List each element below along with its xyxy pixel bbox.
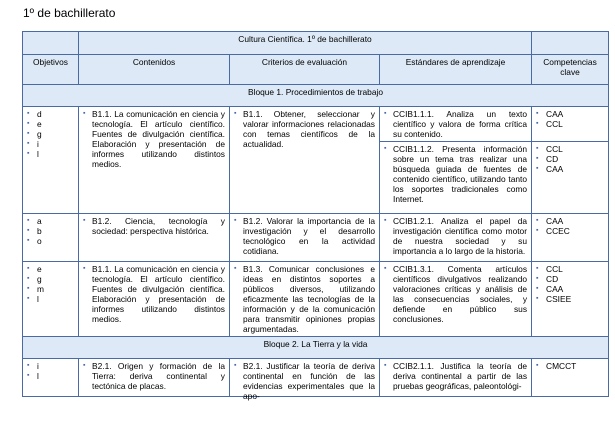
objetivos-cell	[23, 262, 79, 337]
competencia-item: ▪ CAA	[536, 109, 604, 119]
criterio-cell	[230, 262, 380, 337]
competencia-item: ▪ CMCCT	[536, 361, 604, 371]
competencias-cell	[532, 262, 609, 337]
estandar-text: ▪ CCIB1.1.2. Presenta información sobre un tema tras realizar una búsqueda guiada de fuentes de contenido científico, utilizando tanto los soportes tradicionales como Internet.	[384, 144, 527, 204]
estandar-cell	[380, 214, 532, 262]
block-row	[23, 337, 609, 359]
contenido-cell	[79, 214, 230, 262]
competencia-item: ▪ CCL	[536, 144, 604, 154]
competencia-item: ▪ CAA	[536, 284, 604, 294]
block-row	[23, 85, 609, 107]
objetivos-cell	[23, 107, 79, 214]
estandar-cell	[380, 107, 532, 142]
table-row	[23, 107, 609, 142]
objetivo-item: ▪ l	[27, 294, 74, 304]
contenido-text: ▪ B1.2. Ciencia, tecnología y sociedad: perspectiva histórica.	[83, 216, 225, 236]
criterio-cell	[230, 107, 380, 214]
estandar-text: ▪ CCIB1.2.1. Analiza el papel da investigación científica como motor de nuestra sociedad y su importancia a lo largo de la historia.	[384, 216, 527, 256]
contenido-cell	[79, 359, 230, 397]
competencia-item: ▪ CCL	[536, 264, 604, 274]
objetivo-item: ▪ i	[27, 139, 74, 149]
criterio-text: ▪ B1.1. Obtener, seleccionar y valorar informaciones relacionadas con temas científicos de la actualidad.	[234, 109, 375, 149]
estandar-text: ▪ CCIB1.1.1. Analiza un texto científico y valora de forma crítica su contenido.	[384, 109, 527, 139]
empty-corner-cell	[532, 32, 609, 55]
contenido-text: ▪ B2.1. Origen y formación de la Tierra: deriva continental y tectónica de placas.	[83, 361, 225, 391]
objetivo-item: ▪ e	[27, 119, 74, 129]
objetivo-item: ▪ e	[27, 264, 74, 274]
column-header-row	[23, 55, 609, 85]
contenido-cell	[79, 262, 230, 337]
table-row	[23, 359, 609, 397]
objetivo-item: ▪ g	[27, 274, 74, 284]
objetivo-item: ▪ a	[27, 216, 74, 226]
competencias-cell	[532, 359, 609, 397]
competencias-cell	[532, 214, 609, 262]
competencia-item: ▪ CD	[536, 154, 604, 164]
criterio-text: ▪ B2.1. Justificar la teoría de deriva continental en función de las evidencias experimentales que la apo-	[234, 361, 375, 391]
contenido-cell	[79, 107, 230, 214]
criterio-cell	[230, 359, 380, 401]
objetivo-item: ▪ m	[27, 284, 74, 294]
estandar-cell	[380, 142, 532, 214]
objetivo-item: ▪ i	[27, 361, 74, 371]
estandar-cell	[380, 359, 532, 397]
estandar-text: ▪ CCIB2.1.1. Justifica la teoría de deriva continental a partir de las pruebas geográficas, paleontológi-	[384, 361, 527, 391]
empty-corner-cell	[23, 32, 79, 55]
page-title: 1º de bachillerato	[23, 6, 116, 20]
estandar-text: ▪ CCIB1.3.1. Comenta artículos científicos divulgativos realizando valoraciones críticas y análisis de las consecuencias sociales, y defiende en público sus conclusiones.	[384, 264, 527, 324]
contenido-text: ▪ B1.1. La comunicación en ciencia y tecnología. El artículo científico. Fuentes de divulgación científica. Elaboración y presentación de informes utilizando distintos medios.	[83, 264, 225, 324]
header-criterios: Criterios de evaluación	[230, 55, 380, 85]
competencia-item: ▪ CAA	[536, 164, 604, 174]
objetivo-item: ▪ d	[27, 109, 74, 119]
table-row	[23, 262, 609, 337]
objetivo-item: ▪ b	[27, 226, 74, 236]
criterio-text: ▪ B1.3. Comunicar conclusiones e ideas en distintos soportes a públicos diversos, utilizando eficazmente las tecnologías de la información y de la comunicación para transmitir opiniones propias argumentadas.	[234, 264, 375, 334]
table-title-row	[23, 32, 609, 55]
header-competencias: Competencias clave	[532, 55, 609, 85]
table-row	[23, 214, 609, 262]
objetivo-item: ▪ o	[27, 236, 74, 246]
header-objetivos: Objetivos	[23, 55, 79, 85]
block-title: Bloque 1. Procedimientos de trabajo	[23, 85, 609, 107]
competencia-item: ▪ CCEC	[536, 226, 604, 236]
curriculum-table	[22, 31, 609, 401]
header-contenidos: Contenidos	[79, 55, 230, 85]
competencia-item: ▪ CAA	[536, 216, 604, 226]
objetivos-cell	[23, 359, 79, 397]
competencia-item: ▪ CSIEE	[536, 294, 604, 304]
competencia-item: ▪ CD	[536, 274, 604, 284]
objetivo-item: ▪ l	[27, 371, 74, 381]
header-estandares: Estándares de aprendizaje	[380, 55, 532, 85]
competencias-cell	[532, 107, 609, 142]
criterio-cell	[230, 214, 380, 262]
competencias-cell	[532, 142, 609, 214]
criterio-text: ▪ B1.2. Valorar la importancia de la investigación y el desarrollo tecnológico en la actividad cotidiana.	[234, 216, 375, 256]
objetivos-cell	[23, 214, 79, 262]
objetivo-item: ▪ l	[27, 149, 74, 159]
table-title: Cultura Científica. 1º de bachillerato	[79, 32, 532, 55]
contenido-text: ▪ B1.1. La comunicación en ciencia y tecnología. El artículo científico. Fuentes de divulgación científica. Elaboración y presentación de informes utilizando distintos medios.	[83, 109, 225, 169]
competencia-item: ▪ CCL	[536, 119, 604, 129]
objetivo-item: ▪ g	[27, 129, 74, 139]
block-title: Bloque 2. La Tierra y la vida	[23, 337, 609, 359]
estandar-cell	[380, 262, 532, 337]
